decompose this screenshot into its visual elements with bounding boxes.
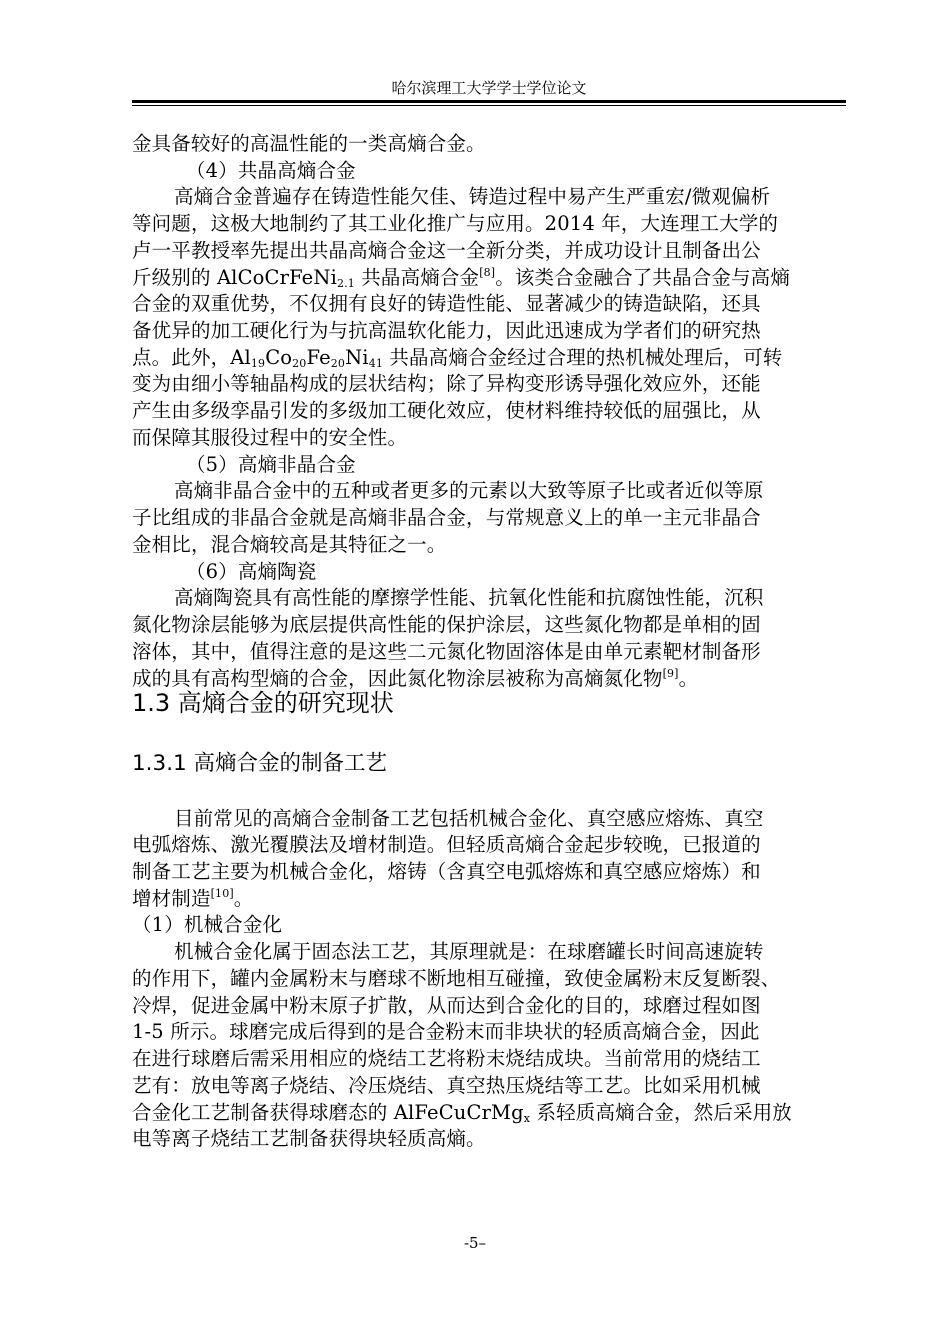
citation: [9] (662, 667, 679, 680)
subscript: 20 (330, 357, 346, 370)
paragraph-start: 机械合金化属于固态法工艺，其原理就是：在球磨罐长时间高速旋转 (174, 940, 764, 963)
text: 共晶高熵合金 (354, 266, 480, 289)
text: 合金化工艺制备获得球磨态的 AlFeCuCrMg (132, 1101, 524, 1124)
text: Co (265, 346, 293, 369)
body-line: 卢一平教授率先提出共晶高熵合金这一全新分类，并成功设计且制备出公 (132, 239, 761, 262)
paragraph-start: 目前常见的高熵合金制备工艺包括机械合金化、真空感应熔炼、真空 (174, 807, 764, 830)
body-line: 电弧熔炼、激光覆膜法及增材制造。但轻质高熵合金起步较晚，已报道的 (132, 833, 761, 856)
section-item-mechanical-alloying: （1）机械合金化 (132, 913, 283, 936)
body-line: 1-5 所示。球磨完成后得到的是合金粉末而非块状的轻质高熵合金，因此 (132, 1020, 760, 1043)
text: 点。此外，Al (132, 346, 251, 369)
body-line-citation (132, 886, 852, 912)
text: 斤级别的 AlCoCrFeNi (132, 266, 337, 289)
subsection-heading: 1.3.1 高熵合金的制备工艺 (132, 751, 388, 776)
text: 。 (233, 887, 254, 910)
text: Ni (345, 346, 369, 369)
body-line: 而保障其服役过程中的安全性。 (132, 426, 408, 449)
subscript: 2.1 (336, 277, 355, 290)
body-line: 等问题，这极大地制约了其工业化推广与应用。2014 年，大连理工大学的 (132, 212, 779, 235)
paragraph-start: 高熵非晶合金中的五种或者更多的元素以大致等原子比或者近似等原 (174, 479, 764, 502)
body-line: 氮化物涂层能够为底层提供高性能的保护涂层，这些氮化物都是单相的固 (132, 613, 761, 636)
page-number: -5– (463, 1234, 487, 1252)
body-line: 合金的双重优势，不仅拥有良好的铸造性能、显著减少的铸造缺陷，还具 (132, 292, 761, 315)
citation: [8] (479, 266, 496, 279)
paragraph-start: 高熵陶瓷具有高性能的摩擦学性能、抗氧化性能和抗腐蚀性能，沉积 (174, 586, 764, 609)
body-line: 金相比，混合熵较高是其特征之一。 (132, 533, 447, 556)
text: Fe (306, 346, 331, 369)
subscript: x (523, 1112, 531, 1125)
text: 系轻质高熵合金，然后采用放 (530, 1101, 792, 1124)
citation: [10] (210, 887, 234, 900)
body-line-formula (132, 265, 852, 291)
section-heading: 1.3 高熵合金的研究现状 (132, 689, 394, 717)
body-line: 在进行球磨后需采用相应的烧结工艺将粉末烧结成块。当前常用的烧结工 (132, 1047, 761, 1070)
subscript: 41 (368, 357, 384, 370)
body-line: 产生由多级孪晶引发的多级加工硬化效应，使材料维持较低的屈强比，从 (132, 399, 761, 422)
section-item-amorphous: （5）高熵非晶合金 (186, 453, 356, 476)
header-rule-thick (132, 100, 846, 103)
body-line-formula (132, 1100, 852, 1126)
text: 成的具有高构型熵的合金，因此氮化物涂层被称为高熵氮化物 (132, 667, 663, 690)
body-line: 电等离子烧结工艺制备获得块轻质高熵。 (132, 1127, 486, 1150)
subscript: 20 (292, 357, 307, 370)
header-rule-thin (132, 105, 846, 106)
body-line: 制备工艺主要为机械合金化，熔铸（含真空电弧熔炼和真空感应熔炼）和 (132, 860, 761, 883)
body-line: 子比组成的非晶合金就是高熵非晶合金，与常规意义上的单一主元非晶合 (132, 506, 761, 529)
section-item-ceramics: （6）高熵陶瓷 (186, 560, 317, 583)
section-item-eutectic: （4）共晶高熵合金 (186, 159, 356, 182)
body-line: 的作用下，罐内金属粉末与磨球不断地相互碰撞，致使金属粉末反复断裂、 (132, 967, 781, 990)
text: 。该类合金融合了共晶合金与高熵 (495, 266, 790, 289)
text: 。 (678, 667, 699, 690)
body-line: 艺有：放电等离子烧结、冷压烧结、真空热压烧结等工艺。比如采用机械 (132, 1074, 761, 1097)
subscript: 19 (250, 357, 266, 370)
body-line: 溶体，其中，值得注意的是这些二元氮化物固溶体是由单元素靶材制备形 (132, 640, 761, 663)
text: 增材制造 (132, 887, 211, 910)
running-header: 哈尔滨理工大学学士学位论文 (391, 79, 587, 97)
body-line: 变为由细小等轴晶构成的层状结构；除了异构变形诱导强化效应外，还能 (132, 372, 761, 395)
body-line: 金具备较好的高温性能的一类高熵合金。 (132, 132, 486, 155)
paragraph-start: 高熵合金普遍存在铸造性能欠佳、铸造过程中易产生严重宏/微观偏析 (174, 185, 771, 208)
body-line: 冷焊，促进金属中粉末原子扩散，从而达到合金化的目的，球磨过程如图 (132, 994, 761, 1017)
body-line-formula (132, 345, 852, 371)
body-line: 备优异的加工硬化行为与抗高温软化能力，因此迅速成为学者们的研究热 (132, 319, 761, 342)
text: 共晶高熵合金经过合理的热机械处理后，可转 (383, 346, 783, 369)
